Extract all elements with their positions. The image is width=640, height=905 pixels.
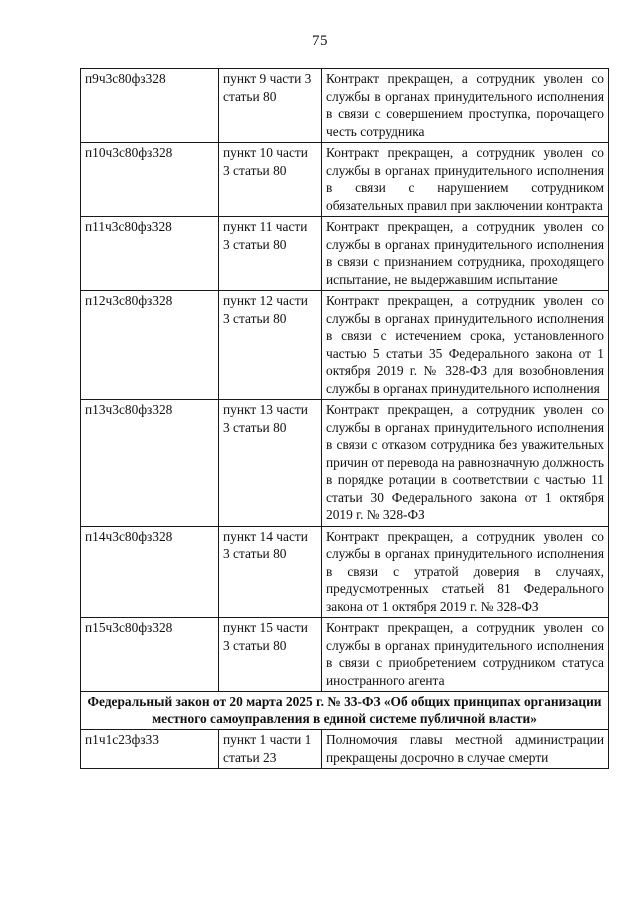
row-description: Контракт прекращен, а сотрудник уволен со службы в органах принудительного исполнения в связи с нарушением сотрудником обязательных правил при заключении контракта bbox=[322, 143, 609, 217]
row-code: п9ч3с80фз328 bbox=[81, 69, 219, 143]
table-row bbox=[81, 618, 609, 692]
row-description: Контракт прекращен, а сотрудник уволен со службы в органах принудительного исполнения в связи с отказом сотрудника без уважительных причин от перевода на равнозначную должность в порядке ротации в соответствии с частью 11 статьи 30 Федерального закона от 1 октября 2019 г. № 328-ФЗ bbox=[322, 400, 609, 527]
row-description: Контракт прекращен, а сотрудник уволен со службы в органах принудительного исполнения в связи с совершением проступка, порочащего честь сотрудника bbox=[322, 69, 609, 143]
section-heading: Федеральный закон от 20 марта 2025 г. № 33-ФЗ «Об общих принципах организации местного самоуправления в единой системе публичной власти» bbox=[81, 692, 609, 730]
row-description: Контракт прекращен, а сотрудник уволен со службы в органах принудительного исполнения в связи с утратой доверия в случаях, предусмотренных статьей 81 Федерального закона от 1 октября 2019 г. № 328-ФЗ bbox=[322, 526, 609, 618]
table-row bbox=[81, 400, 609, 527]
document-table bbox=[80, 68, 609, 769]
row-reference: пункт 14 части 3 статьи 80 bbox=[219, 526, 322, 618]
row-reference: пункт 12 части 3 статьи 80 bbox=[219, 291, 322, 400]
row-code: п1ч1с23фз33 bbox=[81, 730, 219, 769]
row-reference: пункт 13 части 3 статьи 80 bbox=[219, 400, 322, 527]
row-description: Контракт прекращен, а сотрудник уволен со службы в органах принудительного исполнения в связи с признанием сотрудника, проходящего испытание, не выдержавшим испытание bbox=[322, 217, 609, 291]
table-row bbox=[81, 526, 609, 618]
row-code: п14ч3с80фз328 bbox=[81, 526, 219, 618]
table-row bbox=[81, 143, 609, 217]
row-reference: пункт 11 части 3 статьи 80 bbox=[219, 217, 322, 291]
row-reference: пункт 9 части 3 статьи 80 bbox=[219, 69, 322, 143]
row-code: п12ч3с80фз328 bbox=[81, 291, 219, 400]
table-row bbox=[81, 291, 609, 400]
row-description: Полномочия главы местной администрации прекращены досрочно в случае смерти bbox=[322, 730, 609, 769]
row-code: п10ч3с80фз328 bbox=[81, 143, 219, 217]
table-row bbox=[81, 730, 609, 769]
section-heading-row bbox=[81, 692, 609, 730]
table-row bbox=[81, 217, 609, 291]
page-number: 75 bbox=[312, 33, 328, 49]
row-code: п15ч3с80фз328 bbox=[81, 618, 219, 692]
row-reference: пункт 15 части 3 статьи 80 bbox=[219, 618, 322, 692]
row-code: п13ч3с80фз328 bbox=[81, 400, 219, 527]
row-reference: пункт 10 части 3 статьи 80 bbox=[219, 143, 322, 217]
table-row bbox=[81, 69, 609, 143]
row-description: Контракт прекращен, а сотрудник уволен со службы в органах принудительного исполнения в связи с истечением срока, установленного частью 5 статьи 35 Федерального закона от 1 октября 2019 г. № 328-ФЗ для возобновления службы в органах принудительного исполнения bbox=[322, 291, 609, 400]
row-reference: пункт 1 части 1 статьи 23 bbox=[219, 730, 322, 769]
row-description: Контракт прекращен, а сотрудник уволен со службы в органах принудительного исполнения в связи с приобретением сотрудником статуса иностранного агента bbox=[322, 618, 609, 692]
row-code: п11ч3с80фз328 bbox=[81, 217, 219, 291]
